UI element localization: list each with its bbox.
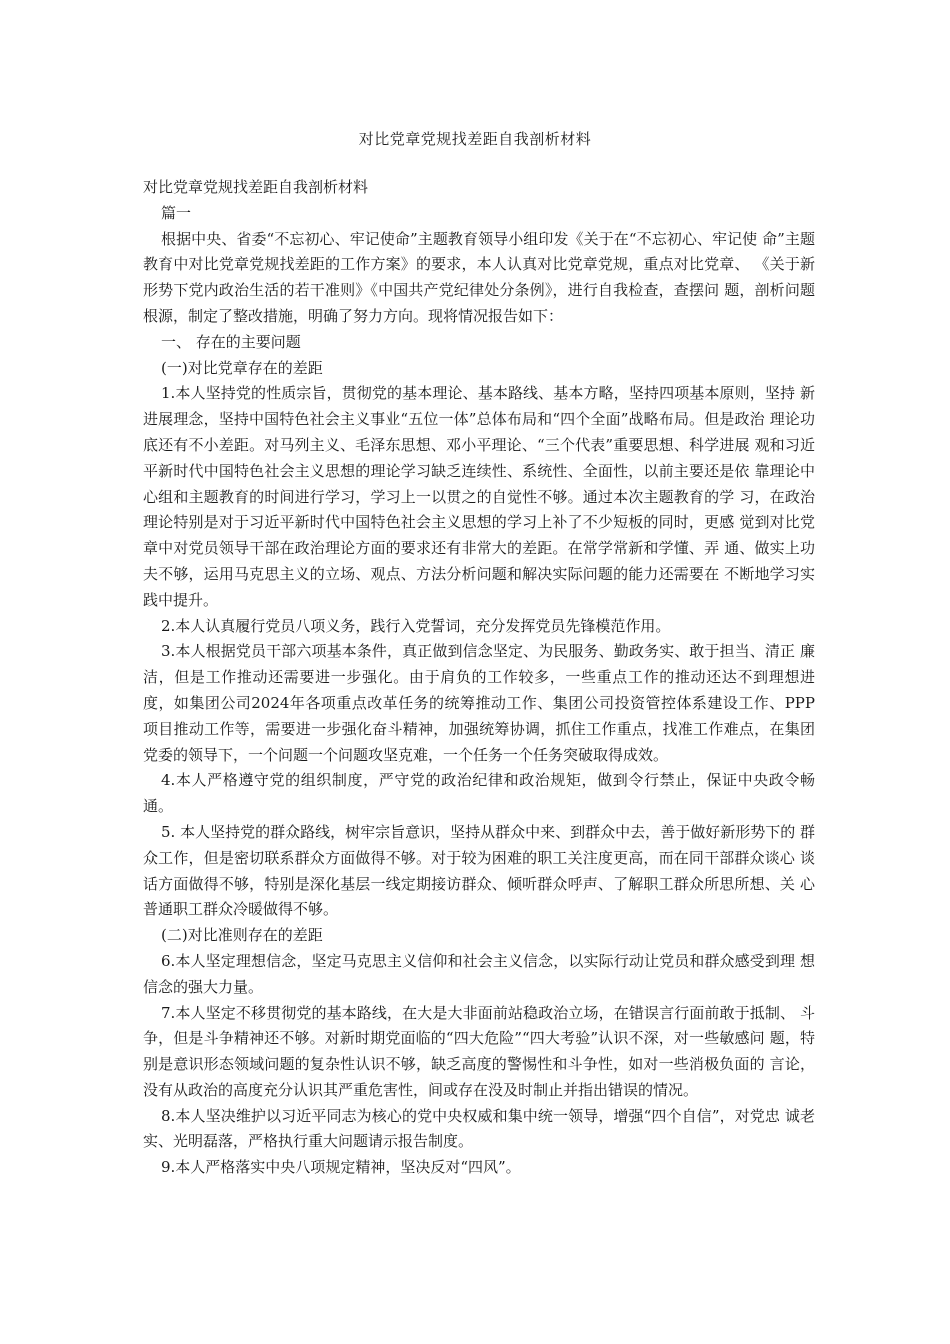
list-item: 6.本人坚定理想信念，坚定马克思主义信仰和社会主义信念，以实际行动让党员和群众感受到理 想信念的强大力量。 [143,951,815,996]
document-subtitle: 对比党章党规找差距自我剖析材料 [143,178,369,196]
document-title: 对比党章党规找差距自我剖析材料 [358,130,592,148]
subsection-heading: (一)对比党章存在的差距 [161,358,323,377]
list-item: 3.本人根据党员干部六项基本条件，真正做到信念坚定、为民服务、勤政务实、敢于担当、清正 廉洁，但是工作推动还需要进一步强化。由于肩负的工作较多，一些重点工作的推动还达不到理想进 度，如集团公司2024年各项重点改革任务的统筹推动工作、集团公司投资管控体系建设工作、PPP 项目推动工作等，需要进一步强化奋斗精神，加强统筹协调，抓住工作重点，找准工作难点，在集团 党委的领导下，一个问题一个问题攻坚克难，一个任务一个任务突破取得成效。 [143,642,815,764]
list-item: 2.本人认真履行党员八项义务，践行入党誓词，充分发挥党员先锋模范作用。 [161,616,671,635]
list-item: 7.本人坚定不移贯彻党的基本路线，在大是大非面前站稳政治立场，在错误言行面前敢于抵制、 斗争，但是斗争精神还不够。对新时期党面临的“四大危险”“四大考验”认识不深，对一些敏感问 题，特别是意识形态领域问题的复杂性认识不够，缺乏高度的警惕性和斗争性，如对一些消极负面的 言论，没有从政治的高度充分认识其严重危害性，间或存在没及时制止并指出错误的情况。 [143,1003,815,1099]
list-item: 9.本人严格落实中央八项规定精神，坚决反对“四风”。 [161,1158,521,1177]
intro-paragraph: 根据中央、省委“不忘初心、牢记使命”主题教育领导小组印发《关于在“不忘初心、牢记使 命”主题教育中对比党章党规找差距的工作方案》的要求，本人认真对比党章党规，重点对比党章、 《关于新形势下党内政治生活的若干准则》《中国共产党纪律处分条例》，进行自我检查，查摆问 题，剖析问题根源，制定了整改措施，明确了努力方向。现将情况报告如下： [143,229,815,325]
section-heading: 一、 存在的主要问题 [161,332,301,351]
list-item: 8.本人坚决维护以习近平同志为核心的党中央权威和集中统一领导，增强“四个自信”，对党忠 诚老实、光明磊落，严格执行重大问题请示报告制度。 [143,1106,815,1151]
subsection-heading: (二)对比准则存在的差距 [161,926,323,945]
section-label: 篇一 [161,203,192,222]
document-body [143,175,815,1181]
list-item: 4.本人严格遵守党的组织制度，严守党的政治纪律和政治规矩，做到令行禁止，保证中央政令畅 通。 [143,771,815,816]
list-item: 5. 本人坚持党的群众路线，树牢宗旨意识，坚持从群众中来、到群众中去，善于做好新形势下的 群众工作，但是密切联系群众方面做得不够。对于较为困难的职工关注度更高，而在同干部群众谈心 谈话方面做得不够，特别是深化基层一线定期接访群众、倾听群众呼声、了解职工群众所思所想、关 心普通职工群众冷暖做得不够。 [143,822,815,919]
list-item: 1.本人坚持党的性质宗旨，贯彻党的基本理论、基本路线、基本方略，坚持四项基本原则，坚持 新进展理念，坚持中国特色社会主义事业“五位一体”总体布局和“四个全面”战略布局。但是政治 理论功底还有不小差距。对马列主义、毛泽东思想、邓小平理论、“三个代表”重要思想、科学进展 观和习近平新时代中国特色社会主义思想的理论学习缺乏连续性、系统性、全面性，以前主要还是依 靠理论中心组和主题教育的时间进行学习，学习上一以贯之的自觉性不够。通过本次主题教育的学 习，在政治理论特别是对于习近平新时代中国特色社会主义思想的学习上补了不少短板的同时，更感 觉到对比党章中对党员领导干部在政治理论方面的要求还有非常大的差距。在常学常新和学懂、弄 通、做实上功夫不够，运用马克思主义的立场、观点、方法分析问题和解决实际问题的能力还需要在 不断地学习实践中提升。 [143,384,815,609]
